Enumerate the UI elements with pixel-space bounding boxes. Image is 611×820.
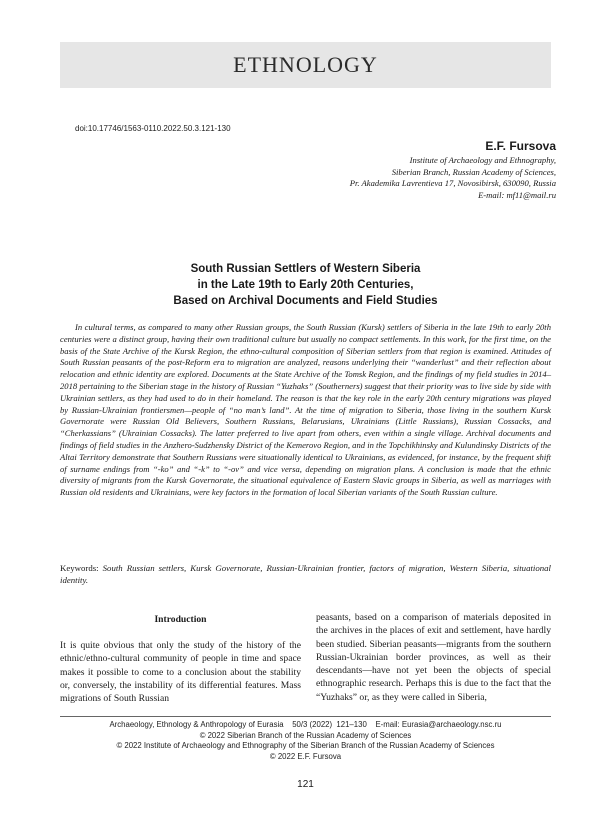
title-line: South Russian Settlers of Western Siberia [190, 263, 421, 275]
page-number: 121 [297, 779, 314, 790]
affiliation-address: Pr. Akademika Lavrentieva 17, Novosibirsk, 630090, Russia [349, 178, 556, 189]
section-title: ETHNOLOGY [233, 52, 378, 77]
author-name: E.F. Fursova [485, 139, 556, 153]
article-title [60, 261, 551, 309]
copyright-line: © 2022 Siberian Branch of the Russian Academy of Sciences [199, 730, 412, 740]
footer-divider [60, 716, 551, 717]
author-email[interactable]: E-mail: mf11@mail.ru [478, 189, 556, 200]
title-line: in the Late 19th to Early 20th Centuries, [197, 279, 414, 291]
copyright-line: © 2022 E.F. Fursova [269, 751, 342, 761]
affiliation-line: Institute of Archaeology and Ethnography, [409, 155, 556, 165]
column-right [316, 611, 551, 704]
column-left [60, 611, 301, 705]
title-line: Based on Archival Documents and Field Studies [173, 295, 438, 307]
section-banner [60, 42, 551, 88]
copyright-line: © 2022 Institute of Archaeology and Ethnography of the Siberian Branch of the Russian Academy of Sciences [116, 741, 495, 751]
abstract: In cultural terms, as compared to many other Russian groups, the South Russian (Kursk) settlers of Siberia in the late 19th to early 20th centuries were a distinct group, having their own traditional culture but usually no compact settlements. In this work, for the first time, on the basis of the State Archive of the Kursk Region, the ethno-cultural composition of Siberian settlers from that region is examined. Attitudes of South Russian peasants of the post-Reform era to migration are analyzed, reasons underlying their “wanderlust” and their reflection about relocation and ethnic identity are explored. Documents at the State Archive of the Tomsk Region, and the findings of my field studies in 2014–2018 pertaining to the Siberian stage in the history of Russian “Yuzhaks” (Southerners) suggest that their priority was to live side by side with Ukrainian settlers, as they had used to do in their homeland. The reason is that the key role in the early 20th century migrations was played by Russian-Ukrainian frontiersmen—people of “no man’s land”. At the time of migration to Siberia, those living in the southern Kursk Governorate were Russian Old Believers, Southern Russians, Belarusians, Ukrainians (Little Russians), Russian Cossacks, and “Cherkassians” (Ukrainian Cossacks). The latter preferred to live apart from others, even within a single village. Archival documents and findings of field studies in the Anzhero-Sudzhensky District of the Kemerovo Region, and in the Topchikhinsky and Kulundinsky Districts of the Altai Territory demonstrate that Southern Russians were situationally identical to Ukrainians, as evidenced, for instance, by the frequent shift of surname endings from “-ko” and “-k” to “-ov” and vice versa, depending on migration plans. A conclusion is made that the ethnic diversity of migrants from the Kursk Governorate, the situational equivalence of Eastern Slavic groups in Siberia, as well as marriages with Russian old residents and Ukrainians, were key factors in the formation of local Siberian variants of the South Russian culture. [60, 322, 551, 498]
journal-line: Archaeology, Ethnology & Anthropology of Eurasia 50/3 (2022) 121–130 E-mail: Eurasia@archaeology.nsc.ru [109, 720, 502, 729]
introduction-paragraph-left: It is quite obvious that only the study of the history of the ethnic/ethno-cultural community of people in time and space makes it possible to come to a conclusion about the stability or, conversely, the instability of its differential features. Mass migrations of South Russian [60, 640, 301, 705]
keywords [60, 562, 551, 586]
keywords-label: Keywords: [60, 563, 99, 573]
author-block [256, 139, 556, 201]
affiliation-line: Siberian Branch, Russian Academy of Sciences, [391, 166, 556, 177]
introduction-heading: Introduction [154, 614, 207, 625]
doi-link[interactable]: doi:10.17746/1563-0110.2022.50.3.121-130 [75, 124, 231, 133]
keywords-text: South Russian settlers, Kursk Governorate, Russian-Ukrainian frontier, factors of migration, Western Siberia, situational identity. [60, 563, 551, 585]
introduction-paragraph-right: peasants, based on a comparison of materials deposited in the archives in the places of exit and settlement, have hardly been studied. Siberian peasants—migrants from the southern Russian-Ukrainian border provinces, as well as their descendants—have not yet been the objects of special ethnographic research. Perhaps this is due to the fact that the “Yuzhaks” or, as they were called in Siberia, [316, 612, 551, 703]
footer [60, 720, 551, 762]
